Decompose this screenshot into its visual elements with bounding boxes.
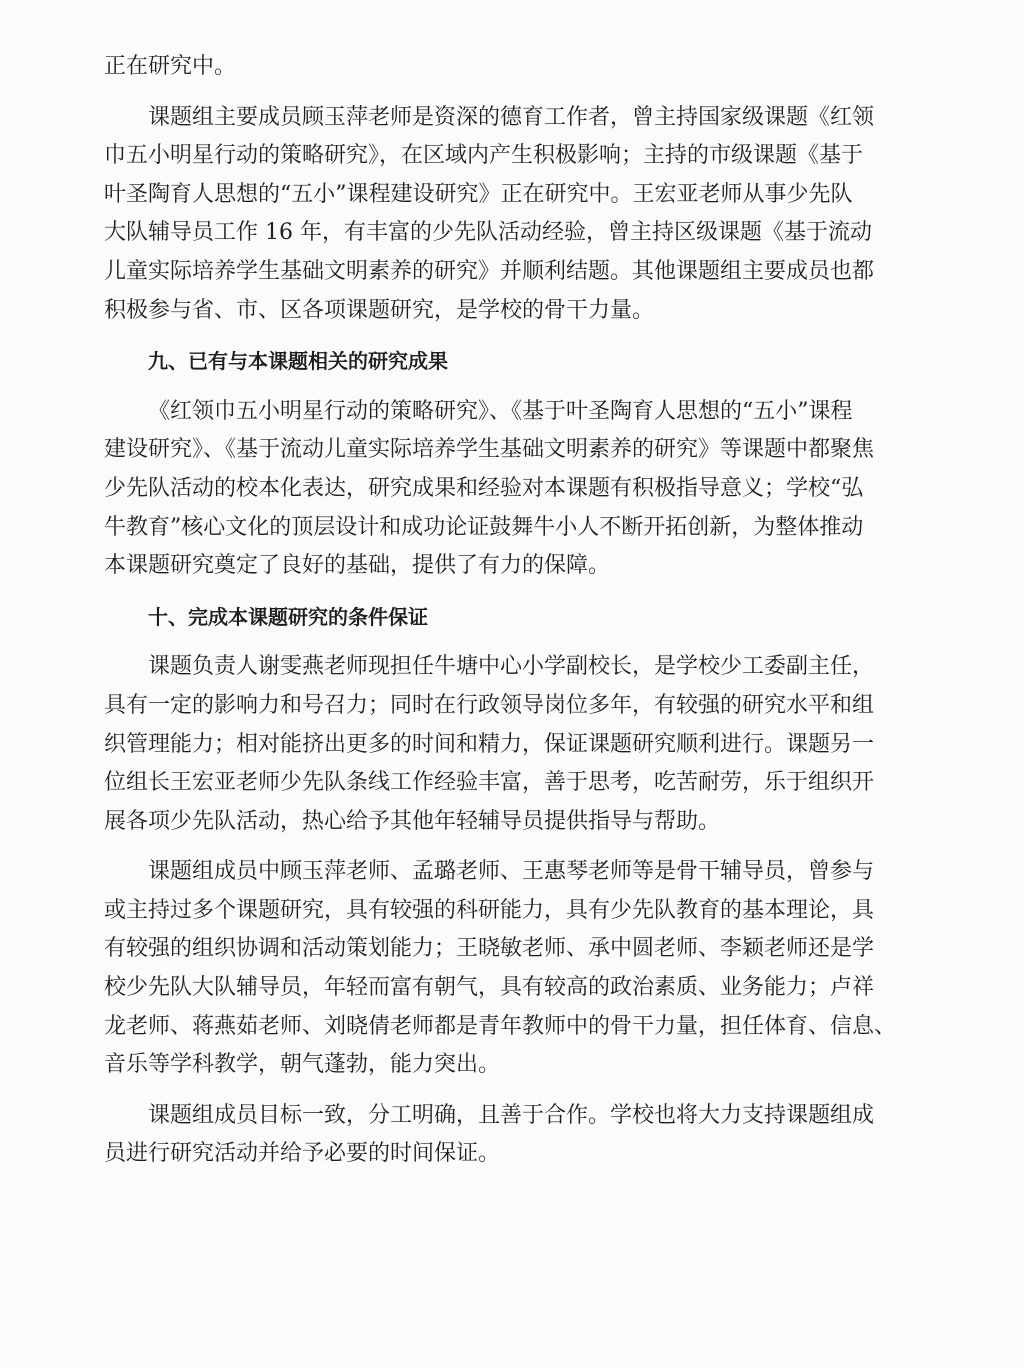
text-line: 大队辅导员工作 16 年，有丰富的少先队活动经验，曾主持区级课题《基于流动 <box>104 220 872 246</box>
text-line: 课题组主要成员顾玉萍老师是资深的德育工作者，曾主持国家级课题《红领 <box>148 104 875 130</box>
text-line: 或主持过多个课题研究，具有较强的科研能力，具有少先队教育的基本理论，具 <box>104 897 875 923</box>
text-line: 织管理能力；相对能挤出更多的时间和精力，保证课题研究顺利进行。课题另一 <box>104 731 875 757</box>
text-line: 课题组成员目标一致，分工明确，且善于合作。学校也将大力支持课题组成 <box>148 1102 875 1128</box>
text-line: 巾五小明星行动的策略研究》，在区域内产生积极影响；主持的市级课题《基于 <box>104 143 864 169</box>
paragraph-members <box>104 99 914 331</box>
text-line: 员进行研究活动并给予必要的时间保证。 <box>104 1141 501 1167</box>
text-line: 本课题研究奠定了良好的基础，提供了有力的保障。 <box>104 553 611 579</box>
section-heading-9 <box>104 342 914 381</box>
paragraph-team <box>104 853 914 1085</box>
text-line: 课题负责人谢雯燕老师现担任牛塘中心小学副校长，是学校少工委副主任， <box>148 654 875 680</box>
heading-line: 十、完成本课题研究的条件保证 <box>148 604 428 629</box>
text-line: 音乐等学科教学，朝气蓬勃，能力突出。 <box>104 1052 501 1078</box>
text-line: 建设研究》、《基于流动儿童实际培养学生基础文明素养的研究》等课题中都聚焦 <box>104 437 875 463</box>
text-line: 位组长王宏亚老师少先队条线工作经验丰富，善于思考，吃苦耐劳，乐于组织开 <box>104 770 875 796</box>
heading-line: 九、已有与本课题相关的研究成果 <box>148 349 448 374</box>
section-heading-10 <box>104 598 914 637</box>
text-line: 儿童实际培养学生基础文明素养的研究》并顺利结题。其他课题组主要成员也都 <box>104 258 875 284</box>
text-line: 展各项少先队活动，热心给予其他年轻辅导员提供指导与帮助。 <box>104 808 721 834</box>
text-line: 具有一定的影响力和号召力；同时在行政领导岗位多年，有较强的研究水平和组 <box>104 692 875 718</box>
text-line: 正在研究中。 <box>104 54 237 79</box>
text-line: 少先队活动的校本化表达，研究成果和经验对本课题有积极指导意义；学校“弘 <box>104 475 864 501</box>
text-line: 龙老师、蒋燕茹老师、刘晓倩老师都是青年教师中的骨干力量，担任体育、信息、 <box>104 1013 897 1039</box>
text-line: 积极参与省、市、区各项课题研究，是学校的骨干力量。 <box>104 297 655 323</box>
paragraph-support <box>104 1097 914 1174</box>
text-line: 课题组成员中顾玉萍老师、孟璐老师、王惠琴老师等是骨干辅导员，曾参与 <box>148 859 875 885</box>
paragraph-prior-results <box>104 393 914 586</box>
paragraph-leader <box>104 648 914 841</box>
paragraph-continuation <box>104 48 914 87</box>
text-line: 叶圣陶育人思想的“五小”课程建设研究》正在研究中。王宏亚老师从事少先队 <box>104 181 853 207</box>
text-line: 牛教育”核心文化的顶层设计和成功论证鼓舞牛小人不断开拓创新，为整体推动 <box>104 514 864 540</box>
text-line: 有较强的组织协调和活动策划能力；王晓敏老师、承中圆老师、李颖老师还是学 <box>104 936 875 962</box>
text-line: 校少先队大队辅导员，年轻而富有朝气，具有较高的政治素质、业务能力；卢祥 <box>104 975 875 1001</box>
text-line: 《红领巾五小明星行动的策略研究》、《基于叶圣陶育人思想的“五小”课程 <box>148 398 853 424</box>
